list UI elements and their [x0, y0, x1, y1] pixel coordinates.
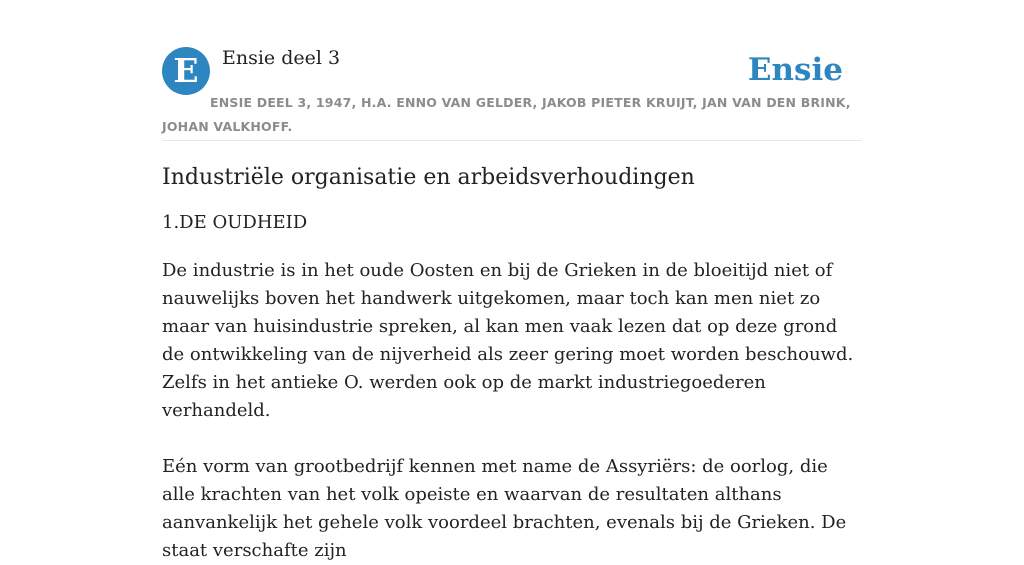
- ensie-logo-avatar[interactable]: E: [162, 47, 210, 95]
- book-title[interactable]: Ensie deel 3: [222, 47, 341, 69]
- ensie-brand-logo[interactable]: Ensie: [747, 52, 843, 88]
- article-paragraph: De industrie is in het oude Oosten en bij de Grieken in de bloeitijd niet of nauwelijks boven het handwerk uitgekomen, maar toch kan men niet zo maar van huisindustrie spreken, al kan men vaak lezen dat op deze grond de ontwikkeling van de nijverheid als zeer gering moet worden beschouwd. Zelfs in het antieke O. werden ook op de markt industriegoederen verhandeld.: [162, 260, 854, 421]
- article-title: Industriële organisatie en arbeidsverhoudingen: [162, 165, 695, 190]
- article-content: [162, 160, 862, 565]
- section-heading: 1.DE OUDHEID: [162, 212, 308, 233]
- book-meta: ENSIE DEEL 3, 1947, H.A. ENNO VAN GELDER, JAKOB PIETER KRUIJT, JAN VAN DEN BRINK, JOHAN VALKHOFF.: [162, 95, 851, 134]
- header: [162, 44, 862, 141]
- article-paragraph: Eén vorm van grootbedrijf kennen met name de Assyriërs: de oorlog, die alle krachten van het volk opeiste en waarvan de resultaten althans aanvankelijk het gehele volk voordeel brachten, evenals bij de Grieken. De staat verschafte zijn: [162, 456, 847, 561]
